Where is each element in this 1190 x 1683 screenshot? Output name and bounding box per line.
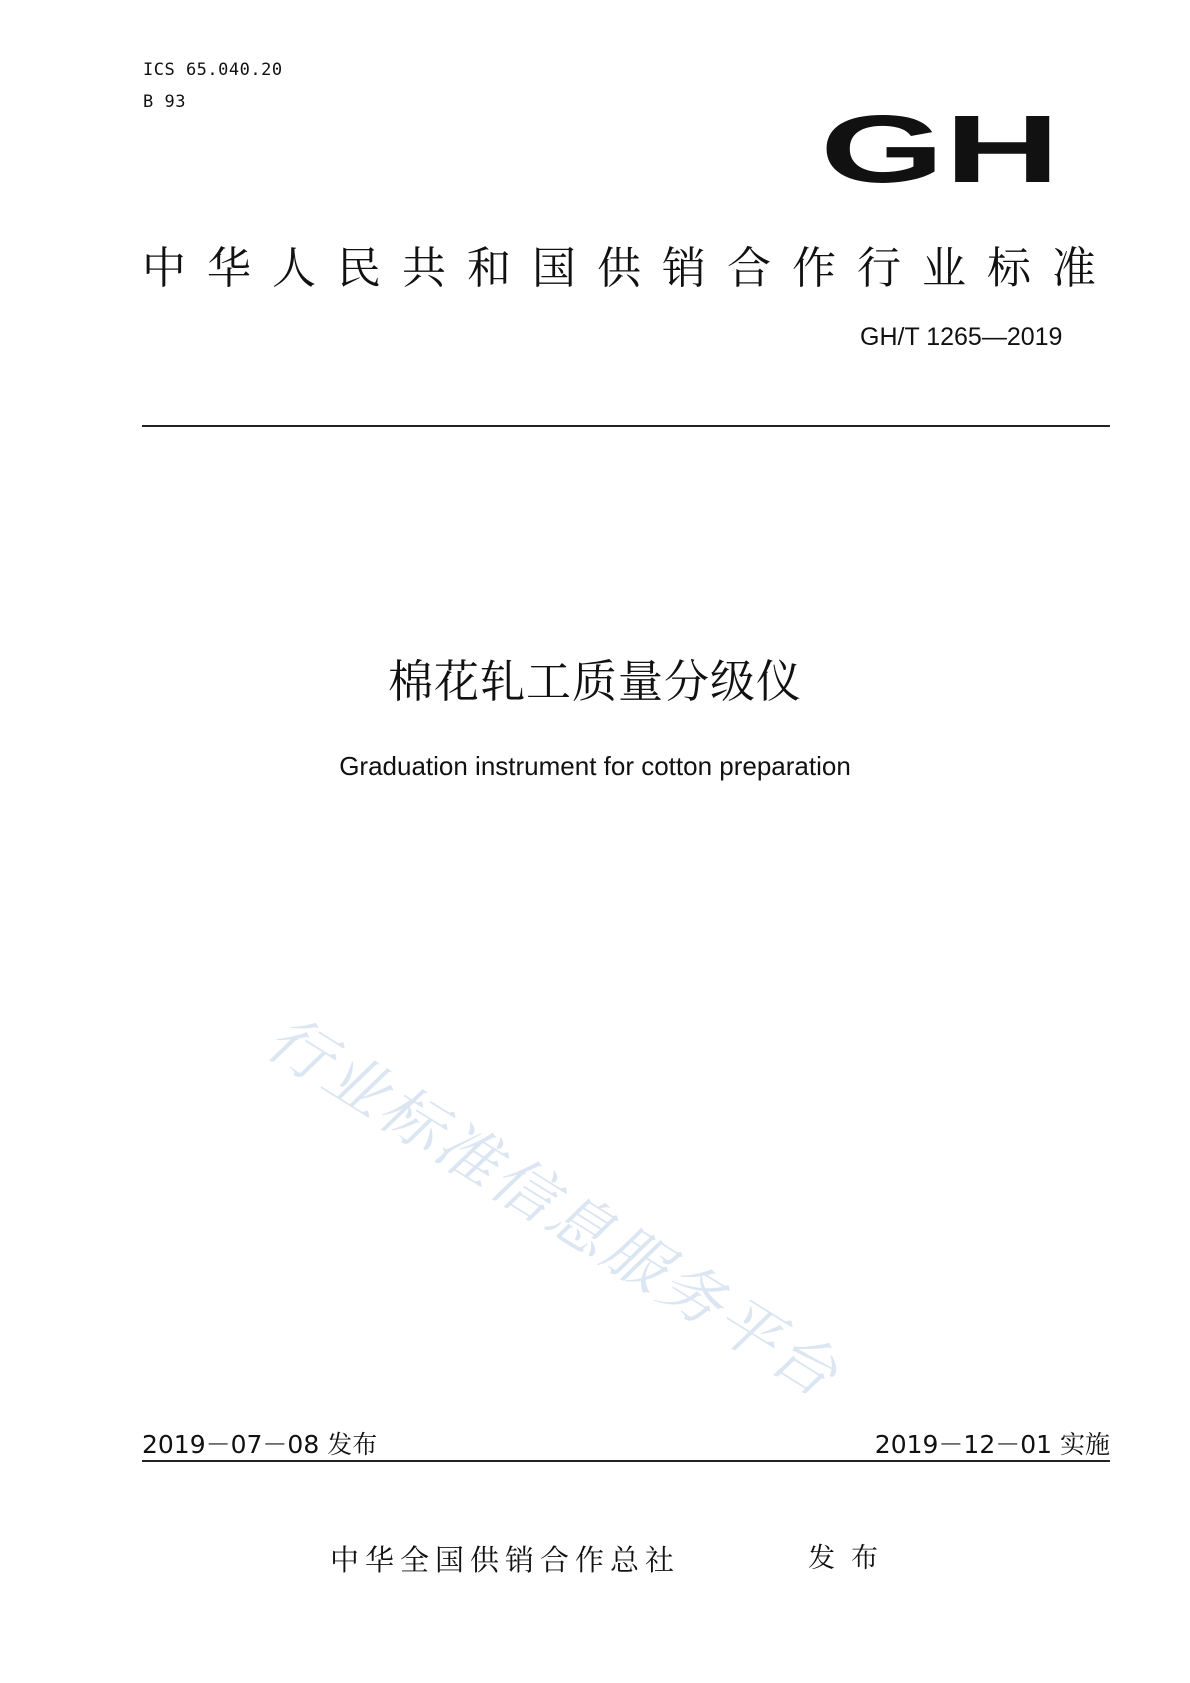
ics-code: ICS 65.040.20 (143, 60, 283, 80)
top-divider (142, 425, 1110, 427)
ccs-code: B 93 (143, 92, 186, 112)
bottom-divider (142, 1460, 1110, 1462)
standard-type-title: 中华人民共和国供销合作行业标准 (142, 243, 1117, 294)
publisher-name: 中华全国供销合作总社 (330, 1543, 681, 1577)
issue-date: 2019－07－08 发布 (142, 1430, 378, 1459)
standard-code: GH/T 1265—2019 (860, 323, 1063, 351)
document-title-english: Graduation instrument for cotton preparation (339, 751, 851, 781)
implementation-date: 2019－12－01 实施 (874, 1430, 1110, 1459)
logo-text: GH (820, 100, 1060, 200)
watermark: 行业标准信息服务平台 (254, 1001, 853, 1413)
document-title-chinese: 棉花轧工质量分级仪 (387, 655, 802, 708)
gh-logo (800, 100, 1080, 200)
publish-label: 发布 (808, 1543, 894, 1574)
